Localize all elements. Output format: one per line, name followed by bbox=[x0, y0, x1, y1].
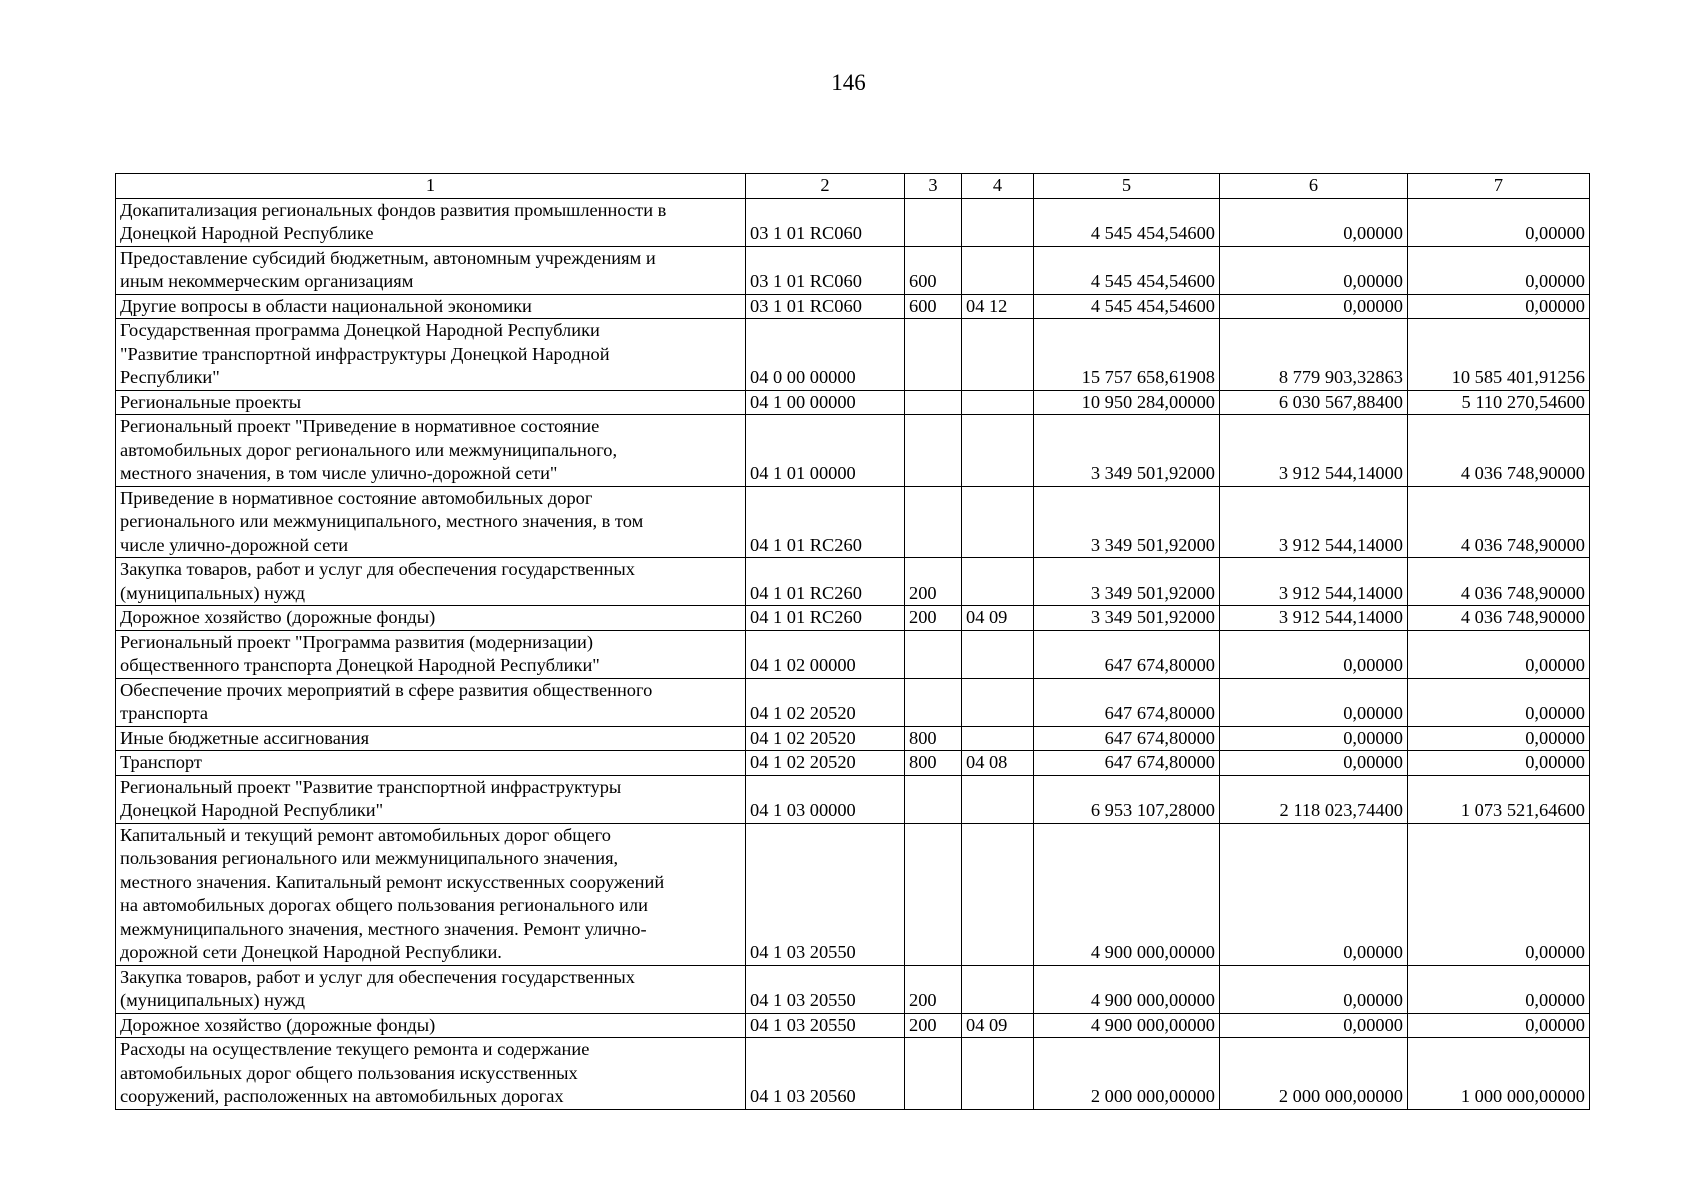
row-value6-cell: 2 118 023,74400 bbox=[1220, 775, 1408, 823]
column-header-4: 4 bbox=[962, 174, 1034, 199]
row-name-cell: Приведение в нормативное состояние автомобильных дорог регионального или межмуниципального, местного значения, в том числе улично-дорожной сети bbox=[116, 486, 746, 558]
column-header-7: 7 bbox=[1408, 174, 1590, 199]
row-value5-cell: 3 349 501,92000 bbox=[1034, 558, 1220, 606]
row-name-cell: Региональный проект "Программа развития (модернизации) общественного транспорта Донецкой Народной Республики" bbox=[116, 630, 746, 678]
table-row bbox=[116, 630, 1590, 678]
row-col4-cell bbox=[962, 319, 1034, 391]
row-name-cell: Региональный проект "Развитие транспортной инфраструктуры Донецкой Народной Республики" bbox=[116, 775, 746, 823]
table-row bbox=[116, 415, 1590, 487]
row-value7-cell: 0,00000 bbox=[1408, 751, 1590, 776]
row-value5-cell: 10 950 284,00000 bbox=[1034, 390, 1220, 415]
column-header-5: 5 bbox=[1034, 174, 1220, 199]
row-name-cell: Иные бюджетные ассигнования bbox=[116, 726, 746, 751]
row-value5-cell: 647 674,80000 bbox=[1034, 726, 1220, 751]
table-row bbox=[116, 246, 1590, 294]
row-value5-cell: 15 757 658,61908 bbox=[1034, 319, 1220, 391]
row-value6-cell: 0,00000 bbox=[1220, 823, 1408, 965]
row-name-cell: Дорожное хозяйство (дорожные фонды) bbox=[116, 606, 746, 631]
row-col3-cell: 600 bbox=[905, 246, 962, 294]
row-name-cell: Закупка товаров, работ и услуг для обеспечения государственных (муниципальных) нужд bbox=[116, 965, 746, 1013]
table-row bbox=[116, 606, 1590, 631]
row-value6-cell: 6 030 567,88400 bbox=[1220, 390, 1408, 415]
row-col4-cell bbox=[962, 965, 1034, 1013]
row-name-cell: Предоставление субсидий бюджетным, автономным учреждениям и иным некоммерческим организациям bbox=[116, 246, 746, 294]
row-name-cell: Докапитализация региональных фондов развития промышленности в Донецкой Народной Республике bbox=[116, 198, 746, 246]
row-col4-cell: 04 09 bbox=[962, 1013, 1034, 1038]
row-col3-cell bbox=[905, 390, 962, 415]
row-col3-cell bbox=[905, 319, 962, 391]
row-value6-cell: 0,00000 bbox=[1220, 965, 1408, 1013]
row-value5-cell: 4 545 454,54600 bbox=[1034, 246, 1220, 294]
row-col4-cell bbox=[962, 775, 1034, 823]
row-col3-cell bbox=[905, 775, 962, 823]
row-value6-cell: 0,00000 bbox=[1220, 246, 1408, 294]
row-value7-cell: 1 073 521,64600 bbox=[1408, 775, 1590, 823]
row-code-cell: 04 1 01 RC260 bbox=[746, 606, 905, 631]
row-value5-cell: 647 674,80000 bbox=[1034, 751, 1220, 776]
row-value7-cell: 5 110 270,54600 bbox=[1408, 390, 1590, 415]
row-value5-cell: 3 349 501,92000 bbox=[1034, 606, 1220, 631]
row-col3-cell: 200 bbox=[905, 606, 962, 631]
table-row bbox=[116, 1013, 1590, 1038]
row-value7-cell: 0,00000 bbox=[1408, 726, 1590, 751]
row-col3-cell: 800 bbox=[905, 751, 962, 776]
row-code-cell: 04 1 03 20560 bbox=[746, 1038, 905, 1110]
row-value6-cell: 0,00000 bbox=[1220, 751, 1408, 776]
row-value6-cell: 3 912 544,14000 bbox=[1220, 415, 1408, 487]
row-value7-cell: 0,00000 bbox=[1408, 1013, 1590, 1038]
row-col3-cell: 200 bbox=[905, 965, 962, 1013]
row-value7-cell: 0,00000 bbox=[1408, 294, 1590, 319]
row-col4-cell bbox=[962, 678, 1034, 726]
table-row bbox=[116, 726, 1590, 751]
row-value5-cell: 4 900 000,00000 bbox=[1034, 965, 1220, 1013]
row-value6-cell: 0,00000 bbox=[1220, 726, 1408, 751]
row-value7-cell: 0,00000 bbox=[1408, 198, 1590, 246]
row-col3-cell: 200 bbox=[905, 558, 962, 606]
column-header-3: 3 bbox=[905, 174, 962, 199]
row-code-cell: 04 1 02 20520 bbox=[746, 726, 905, 751]
row-col3-cell bbox=[905, 678, 962, 726]
row-code-cell: 04 1 01 RC260 bbox=[746, 558, 905, 606]
row-name-cell: Государственная программа Донецкой Народной Республики "Развитие транспортной инфраструктуры Донецкой Народной Республики" bbox=[116, 319, 746, 391]
row-code-cell: 03 1 01 RC060 bbox=[746, 198, 905, 246]
table-row bbox=[116, 965, 1590, 1013]
row-value5-cell: 4 545 454,54600 bbox=[1034, 294, 1220, 319]
row-col3-cell bbox=[905, 1038, 962, 1110]
row-code-cell: 03 1 01 RC060 bbox=[746, 294, 905, 319]
row-value6-cell: 8 779 903,32863 bbox=[1220, 319, 1408, 391]
row-name-cell: Региональный проект "Приведение в нормативное состояние автомобильных дорог регионального или межмуниципального, местного значения, в том числе улично-дорожной сети" bbox=[116, 415, 746, 487]
row-value5-cell: 2 000 000,00000 bbox=[1034, 1038, 1220, 1110]
row-col4-cell bbox=[962, 823, 1034, 965]
row-name-cell: Расходы на осуществление текущего ремонта и содержание автомобильных дорог общего пользования искусственных сооружений, расположенных на автомобильных дорогах bbox=[116, 1038, 746, 1110]
row-col4-cell bbox=[962, 198, 1034, 246]
table-row bbox=[116, 319, 1590, 391]
row-value6-cell: 3 912 544,14000 bbox=[1220, 606, 1408, 631]
row-col3-cell bbox=[905, 415, 962, 487]
row-col4-cell: 04 12 bbox=[962, 294, 1034, 319]
row-code-cell: 04 1 02 20520 bbox=[746, 751, 905, 776]
table-row bbox=[116, 558, 1590, 606]
row-col4-cell: 04 09 bbox=[962, 606, 1034, 631]
table-row bbox=[116, 751, 1590, 776]
header-row bbox=[116, 174, 1590, 199]
row-col4-cell bbox=[962, 558, 1034, 606]
row-value7-cell: 1 000 000,00000 bbox=[1408, 1038, 1590, 1110]
row-value5-cell: 4 900 000,00000 bbox=[1034, 1013, 1220, 1038]
row-code-cell: 04 1 03 20550 bbox=[746, 823, 905, 965]
budget-table bbox=[115, 173, 1590, 1110]
table-row bbox=[116, 390, 1590, 415]
row-value5-cell: 4 900 000,00000 bbox=[1034, 823, 1220, 965]
row-value6-cell: 0,00000 bbox=[1220, 678, 1408, 726]
table-body bbox=[116, 198, 1590, 1109]
row-code-cell: 04 1 02 20520 bbox=[746, 678, 905, 726]
row-name-cell: Капитальный и текущий ремонт автомобильных дорог общего пользования регионального или межмуниципального значения, местного значения. Капитальный ремонт искусственных сооружений на автомобильных дорогах общего пользования регионального или межмуниципального значения, местного значения. Ремонт улично- дорожной сети Донецкой Народной Республики. bbox=[116, 823, 746, 965]
row-value7-cell: 0,00000 bbox=[1408, 630, 1590, 678]
row-name-cell: Обеспечение прочих мероприятий в сфере развития общественного транспорта bbox=[116, 678, 746, 726]
table-row bbox=[116, 294, 1590, 319]
row-value6-cell: 0,00000 bbox=[1220, 294, 1408, 319]
row-col3-cell: 600 bbox=[905, 294, 962, 319]
table-row bbox=[116, 678, 1590, 726]
table-row bbox=[116, 823, 1590, 965]
row-col4-cell bbox=[962, 1038, 1034, 1110]
row-value7-cell: 0,00000 bbox=[1408, 823, 1590, 965]
row-value7-cell: 4 036 748,90000 bbox=[1408, 558, 1590, 606]
row-name-cell: Закупка товаров, работ и услуг для обеспечения государственных (муниципальных) нужд bbox=[116, 558, 746, 606]
page-number: 146 bbox=[831, 70, 866, 95]
row-col3-cell: 200 bbox=[905, 1013, 962, 1038]
row-value6-cell: 3 912 544,14000 bbox=[1220, 558, 1408, 606]
row-name-cell: Дорожное хозяйство (дорожные фонды) bbox=[116, 1013, 746, 1038]
row-col4-cell bbox=[962, 390, 1034, 415]
column-header-2: 2 bbox=[746, 174, 905, 199]
row-name-cell: Транспорт bbox=[116, 751, 746, 776]
row-value7-cell: 0,00000 bbox=[1408, 246, 1590, 294]
row-value7-cell: 4 036 748,90000 bbox=[1408, 415, 1590, 487]
row-value5-cell: 3 349 501,92000 bbox=[1034, 415, 1220, 487]
row-code-cell: 03 1 01 RC060 bbox=[746, 246, 905, 294]
row-col4-cell: 04 08 bbox=[962, 751, 1034, 776]
row-col3-cell bbox=[905, 198, 962, 246]
column-header-6: 6 bbox=[1220, 174, 1408, 199]
row-col4-cell bbox=[962, 415, 1034, 487]
row-code-cell: 04 1 02 00000 bbox=[746, 630, 905, 678]
row-col3-cell bbox=[905, 486, 962, 558]
row-value6-cell: 0,00000 bbox=[1220, 1013, 1408, 1038]
table-row bbox=[116, 1038, 1590, 1110]
row-col4-cell bbox=[962, 726, 1034, 751]
row-value5-cell: 647 674,80000 bbox=[1034, 630, 1220, 678]
row-code-cell: 04 1 01 RC260 bbox=[746, 486, 905, 558]
row-code-cell: 04 1 03 20550 bbox=[746, 965, 905, 1013]
row-value6-cell: 3 912 544,14000 bbox=[1220, 486, 1408, 558]
row-col3-cell bbox=[905, 630, 962, 678]
row-code-cell: 04 1 01 00000 bbox=[746, 415, 905, 487]
table-row bbox=[116, 198, 1590, 246]
column-header-1: 1 bbox=[116, 174, 746, 199]
row-col4-cell bbox=[962, 246, 1034, 294]
row-name-cell: Региональные проекты bbox=[116, 390, 746, 415]
row-value6-cell: 0,00000 bbox=[1220, 198, 1408, 246]
row-value5-cell: 3 349 501,92000 bbox=[1034, 486, 1220, 558]
row-value7-cell: 4 036 748,90000 bbox=[1408, 606, 1590, 631]
row-value7-cell: 0,00000 bbox=[1408, 965, 1590, 1013]
row-value7-cell: 4 036 748,90000 bbox=[1408, 486, 1590, 558]
table-row bbox=[116, 775, 1590, 823]
row-name-cell: Другие вопросы в области национальной экономики bbox=[116, 294, 746, 319]
table-row bbox=[116, 486, 1590, 558]
row-col4-cell bbox=[962, 486, 1034, 558]
row-code-cell: 04 0 00 00000 bbox=[746, 319, 905, 391]
row-col3-cell: 800 bbox=[905, 726, 962, 751]
row-value7-cell: 10 585 401,91256 bbox=[1408, 319, 1590, 391]
row-col3-cell bbox=[905, 823, 962, 965]
row-value5-cell: 4 545 454,54600 bbox=[1034, 198, 1220, 246]
row-col4-cell bbox=[962, 630, 1034, 678]
row-code-cell: 04 1 03 20550 bbox=[746, 1013, 905, 1038]
row-value6-cell: 2 000 000,00000 bbox=[1220, 1038, 1408, 1110]
row-code-cell: 04 1 03 00000 bbox=[746, 775, 905, 823]
row-value7-cell: 0,00000 bbox=[1408, 678, 1590, 726]
row-value6-cell: 0,00000 bbox=[1220, 630, 1408, 678]
row-value5-cell: 6 953 107,28000 bbox=[1034, 775, 1220, 823]
row-code-cell: 04 1 00 00000 bbox=[746, 390, 905, 415]
row-value5-cell: 647 674,80000 bbox=[1034, 678, 1220, 726]
